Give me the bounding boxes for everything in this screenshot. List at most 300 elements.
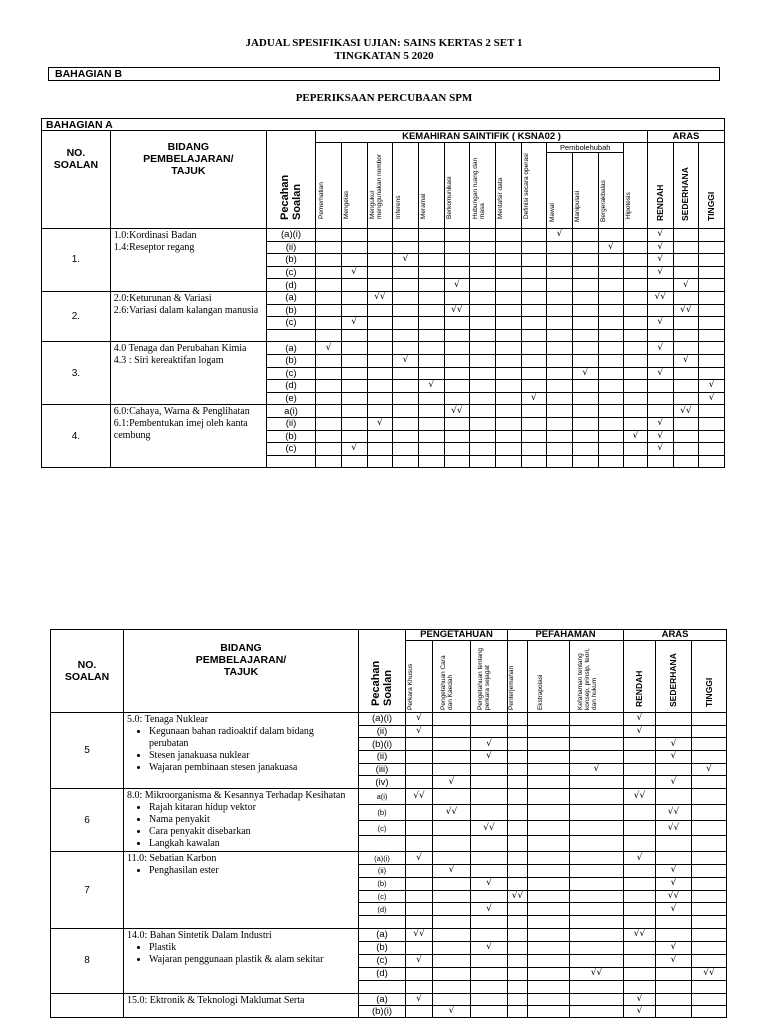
aras-cell (699, 229, 725, 242)
knowledge-cell (528, 725, 570, 738)
skill-cell (367, 241, 393, 254)
knowledge-cell (528, 804, 570, 820)
skill-cell (547, 291, 573, 304)
aras-cell (692, 852, 727, 865)
skill-cell (547, 455, 573, 468)
skill-cell (316, 241, 342, 254)
aras-cell (692, 820, 727, 836)
aras-cell (699, 266, 725, 279)
skill-cell (393, 279, 419, 292)
question-part: (b) (266, 430, 315, 443)
skill-cell: √ (572, 367, 598, 380)
question-part: (b)(i) (359, 1005, 406, 1017)
aras-cell (673, 266, 699, 279)
skill-cell (521, 291, 547, 304)
skill-column-header (444, 143, 470, 229)
knowledge-cell (406, 864, 433, 877)
question-part: (a) (266, 342, 315, 355)
specification-table-b (50, 629, 727, 1018)
question-part: (a)(i) (266, 229, 315, 242)
skill-cell (316, 229, 342, 242)
aras-cell (673, 342, 699, 355)
skill-cell (367, 304, 393, 317)
knowledge-cell (471, 967, 508, 980)
skill-cell (367, 266, 393, 279)
knowledge-cell (508, 804, 528, 820)
aras-cell: √ (656, 954, 692, 967)
skill-cell (444, 430, 470, 443)
skill-cell (341, 392, 367, 405)
skill-cell (572, 380, 598, 393)
aras-cell (673, 430, 699, 443)
skill-cell (316, 367, 342, 380)
skill-cell (418, 279, 444, 292)
knowledge-cell (528, 980, 570, 993)
section-b-label: BAHAGIAN B (48, 67, 720, 81)
knowledge-cell (471, 852, 508, 865)
skill-cell (521, 443, 547, 456)
skill-cell (341, 279, 367, 292)
skill-cell (367, 279, 393, 292)
aras-cell (699, 367, 725, 380)
skill-cell (624, 254, 648, 267)
aras-cell (656, 725, 692, 738)
skill-column-header (316, 143, 342, 229)
knowledge-cell (570, 928, 624, 941)
knowledge-cell (406, 967, 433, 980)
aras-cell (692, 725, 727, 738)
table-row (42, 291, 725, 304)
aras-cell: √√ (624, 789, 656, 805)
aras-cell (692, 980, 727, 993)
aras-cell: √ (647, 430, 673, 443)
skill-cell (470, 317, 496, 330)
aras-cell (673, 317, 699, 330)
aras-cell (624, 820, 656, 836)
column-header-bidang: BIDANG PEMBELAJARAN/ TAJUK (124, 630, 359, 713)
knowledge-cell (570, 820, 624, 836)
skill-cell (547, 317, 573, 330)
knowledge-cell: √√ (433, 804, 471, 820)
skill-cell (521, 455, 547, 468)
skill-cell (572, 266, 598, 279)
knowledge-cell (528, 820, 570, 836)
knowledge-cell: √ (406, 852, 433, 865)
aras-cell: √ (624, 852, 656, 865)
aras-label: TINGGI (703, 677, 714, 707)
aras-cell (624, 954, 656, 967)
skill-cell (367, 443, 393, 456)
skill-cell (470, 329, 496, 342)
aras-cell: √ (656, 903, 692, 916)
topic-cell (110, 342, 266, 405)
skill-cell (547, 405, 573, 418)
skill-cell (624, 304, 648, 317)
skill-cell (418, 405, 444, 418)
question-part: (iv) (359, 776, 406, 789)
question-part: (d) (266, 380, 315, 393)
skill-cell (316, 266, 342, 279)
skill-cell (547, 430, 573, 443)
skill-cell (572, 304, 598, 317)
topic-cell (124, 713, 359, 789)
aras-cell (692, 864, 727, 877)
skill-cell (547, 329, 573, 342)
skill-label: Hipotesis (624, 191, 632, 219)
knowledge-cell (406, 776, 433, 789)
knowledge-cell (471, 980, 508, 993)
aras-cell (699, 304, 725, 317)
knowledge-cell (570, 1005, 624, 1017)
skill-label: Definisi secara operasi (522, 152, 530, 219)
knowledge-cell (528, 738, 570, 751)
skill-cell (316, 254, 342, 267)
aras-cell (673, 229, 699, 242)
knowledge-cell (471, 713, 508, 726)
question-part: (e) (266, 392, 315, 405)
topic-bullet: • Nama penyakit (149, 814, 355, 826)
question-part: (iii) (359, 763, 406, 776)
skill-cell (495, 291, 521, 304)
skill-cell (572, 241, 598, 254)
knowledge-cell (528, 954, 570, 967)
question-part: (b) (359, 941, 406, 954)
skill-cell (393, 380, 419, 393)
knowledge-column-header (471, 641, 508, 713)
skill-cell (444, 392, 470, 405)
skill-cell (341, 430, 367, 443)
knowledge-cell (508, 852, 528, 865)
skill-cell (598, 342, 624, 355)
question-part: (c) (266, 266, 315, 279)
aras-cell: √√ (656, 804, 692, 820)
question-number: 6 (51, 789, 124, 852)
knowledge-cell (406, 877, 433, 890)
aras-cell: √ (656, 877, 692, 890)
question-part: (b)(i) (359, 738, 406, 751)
knowledge-label: Ekstrapolasi (536, 674, 544, 710)
skill-cell (367, 455, 393, 468)
skill-cell (521, 266, 547, 279)
aras-cell (692, 836, 727, 852)
section-a-label: BAHAGIAN A (41, 118, 725, 131)
aras-cell (692, 877, 727, 890)
knowledge-label: Perkara Khusus (407, 663, 414, 710)
knowledge-cell (406, 804, 433, 820)
column-header-pecahan (359, 630, 406, 713)
question-part: (ii) (266, 417, 315, 430)
skill-cell (393, 443, 419, 456)
skill-cell (572, 291, 598, 304)
knowledge-cell (433, 916, 471, 929)
aras-label: RENDAH (634, 670, 645, 707)
knowledge-cell: √ (433, 864, 471, 877)
aras-cell (699, 354, 725, 367)
knowledge-cell (508, 877, 528, 890)
skill-cell (367, 342, 393, 355)
knowledge-cell (433, 738, 471, 751)
question-part: (a)(i) (359, 713, 406, 726)
skill-cell: √√ (444, 405, 470, 418)
aras-cell (647, 354, 673, 367)
aras-cell: √ (699, 392, 725, 405)
knowledge-cell (508, 954, 528, 967)
skill-cell (393, 241, 419, 254)
aras-cell: √ (673, 279, 699, 292)
aras-label: SEDERHANA (668, 652, 679, 707)
knowledge-cell (570, 713, 624, 726)
skill-cell: √ (393, 254, 419, 267)
knowledge-column-header (508, 641, 528, 713)
skill-cell (418, 354, 444, 367)
aras-cell (673, 291, 699, 304)
skill-cell (418, 304, 444, 317)
knowledge-cell (433, 993, 471, 1005)
aras-cell (692, 738, 727, 751)
skill-cell (572, 329, 598, 342)
document-title: JADUAL SPESIFIKASI UJIAN: SAINS KERTAS 2 SET 1 (245, 37, 523, 49)
topic-bullet: • Wajaran penggunaan plastik & alam sekitar (149, 954, 355, 966)
question-part: (a)(i) (359, 852, 406, 865)
knowledge-cell (508, 1005, 528, 1017)
skill-cell (341, 254, 367, 267)
knowledge-cell (433, 852, 471, 865)
aras-cell (624, 890, 656, 903)
aras-cell (699, 342, 725, 355)
knowledge-cell: √ (471, 877, 508, 890)
skill-cell (572, 317, 598, 330)
skill-cell (393, 405, 419, 418)
skill-column-header (418, 143, 444, 229)
knowledge-cell: √√ (471, 820, 508, 836)
question-number: 1. (42, 229, 111, 292)
question-part: (b) (266, 254, 315, 267)
skill-cell (341, 405, 367, 418)
table-row (51, 713, 727, 726)
skill-cell (521, 304, 547, 317)
skill-cell (598, 266, 624, 279)
aras-cell (699, 254, 725, 267)
aras-cell (699, 329, 725, 342)
knowledge-cell (471, 804, 508, 820)
aras-cell (647, 455, 673, 468)
skill-cell (367, 354, 393, 367)
knowledge-cell (433, 980, 471, 993)
group-header-aras: ARAS (647, 131, 724, 143)
knowledge-cell: √ (471, 738, 508, 751)
aras-cell (647, 304, 673, 317)
knowledge-cell (508, 738, 528, 751)
skill-cell (495, 405, 521, 418)
knowledge-cell (528, 1005, 570, 1017)
knowledge-cell (406, 903, 433, 916)
skill-column-header (572, 153, 598, 229)
skill-cell (367, 229, 393, 242)
aras-cell: √√ (656, 820, 692, 836)
skill-cell (598, 279, 624, 292)
skill-cell (495, 304, 521, 317)
aras-column-header (692, 641, 727, 713)
skill-column-header (393, 143, 419, 229)
aras-cell (699, 291, 725, 304)
skill-cell (418, 417, 444, 430)
skill-cell (598, 405, 624, 418)
skill-cell (495, 254, 521, 267)
knowledge-cell (433, 763, 471, 776)
skill-cell (572, 392, 598, 405)
question-number: 5 (51, 713, 124, 789)
skill-cell (495, 417, 521, 430)
skill-cell (547, 266, 573, 279)
skill-cell (367, 367, 393, 380)
skill-cell (418, 430, 444, 443)
aras-cell: √ (624, 993, 656, 1005)
knowledge-column-header (406, 641, 433, 713)
question-part: (c) (266, 367, 315, 380)
skill-cell (598, 367, 624, 380)
subgroup-header-pembolehubah: Pembolehubah (547, 143, 624, 153)
knowledge-cell (508, 928, 528, 941)
topic-line: 6.1:Pembentukan imej oleh kanta cembung (113, 418, 248, 442)
skill-cell (316, 443, 342, 456)
skill-cell (444, 443, 470, 456)
aras-cell (624, 916, 656, 929)
skill-cell (341, 329, 367, 342)
aras-cell: √ (624, 1005, 656, 1017)
skill-cell (444, 241, 470, 254)
knowledge-cell (570, 941, 624, 954)
aras-cell: √ (624, 713, 656, 726)
skill-cell (521, 430, 547, 443)
skill-cell (418, 443, 444, 456)
knowledge-cell (570, 776, 624, 789)
knowledge-cell (508, 763, 528, 776)
skill-cell (572, 254, 598, 267)
skill-cell (470, 392, 496, 405)
topic-bullet: • Stesen janakuasa nuklear (149, 750, 355, 762)
skill-cell (418, 266, 444, 279)
aras-cell (624, 776, 656, 789)
skill-cell (341, 367, 367, 380)
skill-cell (393, 367, 419, 380)
knowledge-cell (406, 836, 433, 852)
skill-column-header (470, 143, 496, 229)
skill-cell (367, 392, 393, 405)
skill-cell (470, 443, 496, 456)
skill-cell (444, 329, 470, 342)
topic-line: 6.0:Cahaya, Warna & Penglihatan (113, 406, 250, 418)
question-part: (d) (359, 903, 406, 916)
skill-cell (444, 417, 470, 430)
knowledge-cell (406, 763, 433, 776)
skill-cell (495, 241, 521, 254)
skill-cell (624, 354, 648, 367)
knowledge-cell (471, 864, 508, 877)
knowledge-cell (433, 967, 471, 980)
question-number: 8 (51, 928, 124, 993)
skill-cell (418, 241, 444, 254)
skill-cell (495, 380, 521, 393)
skill-cell (495, 455, 521, 468)
table-row (51, 852, 727, 865)
skill-cell: √ (367, 417, 393, 430)
skill-cell (393, 392, 419, 405)
aras-cell (699, 455, 725, 468)
question-part (359, 916, 406, 929)
aras-cell (656, 852, 692, 865)
aras-cell (647, 380, 673, 393)
topic-bullet: • Penghasilan ester (149, 865, 355, 877)
aras-cell (673, 417, 699, 430)
skill-cell (495, 279, 521, 292)
aras-cell: √ (647, 254, 673, 267)
skill-cell (418, 392, 444, 405)
skill-cell (624, 266, 648, 279)
knowledge-cell (433, 713, 471, 726)
skill-cell: √ (598, 241, 624, 254)
skill-column-header (547, 153, 573, 229)
skill-label: Berkomunikasi (445, 175, 453, 219)
knowledge-cell (528, 776, 570, 789)
knowledge-cell (570, 877, 624, 890)
aras-column-header (647, 143, 673, 229)
topic-cell (110, 405, 266, 468)
skill-cell (393, 291, 419, 304)
knowledge-cell (508, 713, 528, 726)
knowledge-cell (570, 738, 624, 751)
aras-cell: √ (656, 776, 692, 789)
skill-cell (598, 254, 624, 267)
skill-cell (572, 417, 598, 430)
skill-cell (495, 443, 521, 456)
skill-column-header (495, 143, 521, 229)
skill-cell (444, 380, 470, 393)
aras-cell (699, 279, 725, 292)
knowledge-cell (508, 993, 528, 1005)
knowledge-cell (508, 836, 528, 852)
skill-cell (470, 354, 496, 367)
skill-cell (547, 367, 573, 380)
skill-cell: √ (521, 392, 547, 405)
skill-cell (624, 342, 648, 355)
aras-cell: √ (647, 317, 673, 330)
aras-cell (692, 993, 727, 1005)
knowledge-cell (508, 941, 528, 954)
skill-cell (495, 342, 521, 355)
aras-cell (624, 763, 656, 776)
skill-cell (393, 304, 419, 317)
aras-cell (699, 241, 725, 254)
skill-cell (624, 241, 648, 254)
knowledge-cell (528, 890, 570, 903)
topic-cell (110, 229, 266, 292)
skill-cell: √ (316, 342, 342, 355)
aras-cell (692, 776, 727, 789)
skill-cell (367, 254, 393, 267)
topic-cell (124, 928, 359, 993)
skill-cell (316, 405, 342, 418)
aras-cell (656, 1005, 692, 1017)
skill-cell (521, 317, 547, 330)
knowledge-cell (528, 967, 570, 980)
aras-cell: √ (647, 229, 673, 242)
question-part: (d) (266, 279, 315, 292)
skill-cell: √ (418, 380, 444, 393)
aras-cell: √ (699, 380, 725, 393)
table-row (51, 928, 727, 941)
skill-column-header (598, 153, 624, 229)
aras-cell: √√ (692, 967, 727, 980)
